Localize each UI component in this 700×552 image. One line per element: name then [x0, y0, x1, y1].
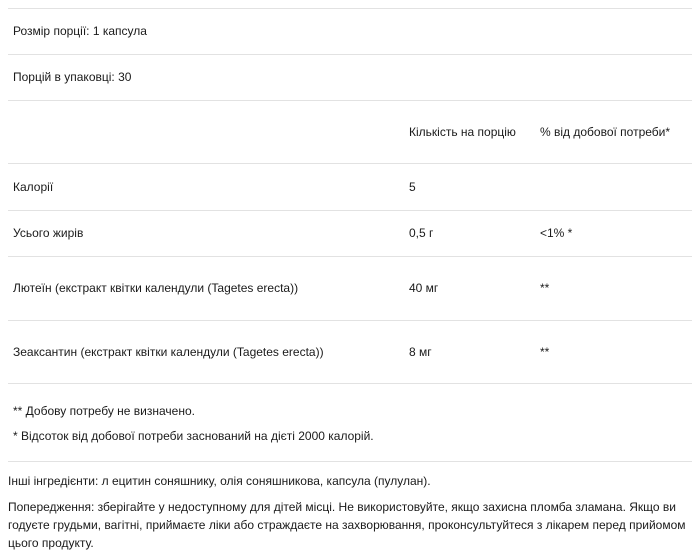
nutrient-amount: 5: [409, 180, 416, 194]
divider: [8, 461, 692, 462]
divider: [8, 54, 692, 55]
nutrient-amount: 8 мг: [409, 345, 432, 359]
nutrient-name: Лютеїн (екстракт квітки календули (Tagetes erecta)): [13, 281, 299, 295]
serving-size: Розмір порції: 1 капсула: [13, 24, 147, 38]
warning-text: Попередження: зберігайте у недоступному для дітей місці. Не використовуйте, якщо захисна пломба зламана. Якщо ви годуєте грудьми, вагітні, приймаєте ліки або страждаєте на захворювання, проконсультуйтеся з лікарем перед прийомом цього продукту.: [8, 500, 686, 550]
nutrient-daily-value: **: [540, 281, 550, 295]
divider: [8, 8, 692, 9]
nutrient-daily-value: <1% *: [540, 226, 573, 240]
nutrient-name: Калорії: [13, 180, 54, 194]
footnote-percent-basis: * Відсоток від добової потреби заснований на дієті 2000 калорій.: [13, 429, 374, 443]
divider: [8, 256, 692, 257]
divider: [8, 100, 692, 101]
nutrient-name: Зеаксантин (екстракт квітки календули (Tagetes erecta)): [13, 345, 324, 359]
nutrient-name: Усього жирів: [13, 226, 84, 240]
servings-per-container: Порцій в упаковці: 30: [13, 70, 132, 84]
divider: [8, 383, 692, 384]
column-header-daily-value: % від добової потреби*: [540, 125, 671, 139]
other-ingredients: Інші інгредієнти: л ецитин соняшнику, олія соняшникова, капсула (пулулан).: [8, 474, 431, 488]
nutrient-amount: 0,5 г: [409, 226, 434, 240]
divider: [8, 210, 692, 211]
nutrient-amount: 40 мг: [409, 281, 439, 295]
footnote-not-established: ** Добову потребу не визначено.: [13, 404, 195, 418]
column-header-amount: Кількість на порцію: [409, 125, 516, 139]
divider: [8, 163, 692, 164]
divider: [8, 320, 692, 321]
nutrient-daily-value: **: [540, 345, 550, 359]
